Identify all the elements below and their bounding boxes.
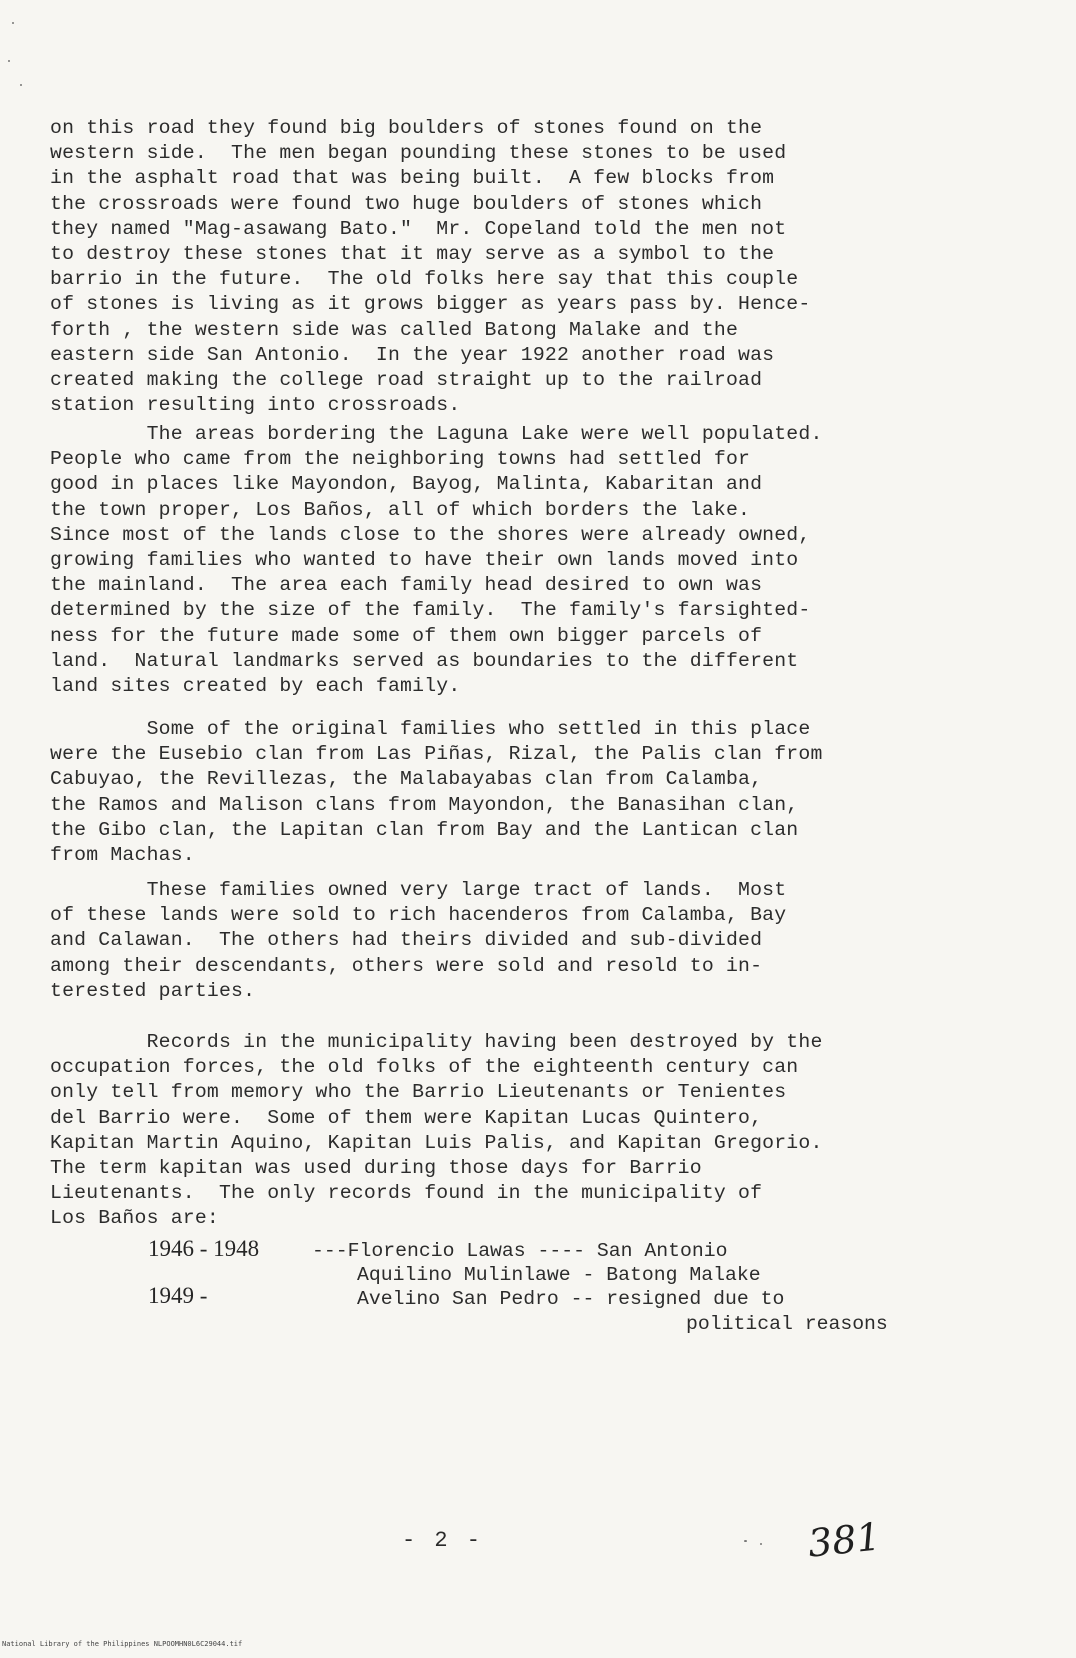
scan-speck (12, 22, 14, 24)
record-years-1946-1948: 1946 - 1948 (148, 1236, 260, 1261)
text-line: barrio in the future. The old folks here say that this couple (50, 268, 799, 291)
text-line: growing families who wanted to have their own lands moved into (50, 549, 799, 572)
text-line: Lieutenants. The only records found in the municipality of (50, 1182, 763, 1205)
text-line: Since most of the lands close to the shores were already owned, (50, 523, 811, 546)
text-line: only tell from memory who the Barrio Lieutenants or Tenientes (50, 1081, 787, 1104)
paragraph-3 (50, 717, 990, 868)
text-line: Records in the municipality having been destroyed by the (50, 1031, 823, 1053)
text-line: land. Natural landmarks served as boundaries to the different (50, 649, 799, 672)
text-line: the town proper, Los Baños, all of which borders the lake. (50, 498, 751, 521)
text-line: the Gibo clan, the Lapitan clan from Bay and the Lantican clan (50, 818, 799, 841)
text-line: Some of the original families who settled in this place (50, 718, 811, 740)
paragraph-5 (50, 1030, 990, 1232)
paragraph-2 (50, 422, 990, 699)
text-line: of stones is living as it grows bigger as years pass by. Hence- (50, 293, 811, 316)
text-line: Los Baños are: (50, 1207, 219, 1230)
text-line: land sites created by each family. (50, 675, 461, 698)
text-line: were the Eusebio clan from Las Piñas, Rizal, the Palis clan from (50, 743, 823, 766)
text-line: on this road they found big boulders of stones found on the (50, 117, 763, 139)
text-line: the Ramos and Malison clans from Mayondon, the Banasihan clan, (50, 793, 799, 816)
scan-speck (760, 1543, 762, 1545)
text-line: Kapitan Martin Aquino, Kapitan Luis Palis, and Kapitan Gregorio. (50, 1131, 823, 1154)
text-line: Cabuyao, the Revillezas, the Malabayabas clan from Calamba, (50, 768, 763, 791)
record-entry-avelino: Avelino San Pedro -- resigned due to (357, 1288, 785, 1310)
scan-speck (744, 1540, 747, 1542)
text-line: forth , the western side was called Batong Malake and the (50, 318, 739, 341)
record-years-1949: 1949 - (148, 1283, 208, 1308)
text-line: to destroy these stones that it may serve as a symbol to the (50, 243, 775, 266)
text-line: western side. The men began pounding these stones to be used (50, 142, 787, 165)
record-entry-reason: political reasons (686, 1313, 888, 1335)
scan-speck (8, 60, 10, 62)
text-line: ness for the future made some of them own bigger parcels of (50, 624, 763, 647)
scan-footer: National Library of the Philippines NLPOOMHN0L6C29044.tif (2, 1640, 243, 1648)
text-line: the crossroads were found two huge boulders of stones which (50, 192, 763, 215)
text-line: People who came from the neighboring towns had settled for (50, 448, 751, 471)
text-line: The areas bordering the Laguna Lake were well populated. (50, 423, 823, 445)
text-line: The term kapitan was used during those days for Barrio (50, 1157, 702, 1180)
text-line: created making the college road straight up to the railroad (50, 369, 763, 392)
page-number: - 2 - (402, 1528, 484, 1553)
text-line: they named "Mag-asawang Bato." Mr. Copeland told the men not (50, 217, 787, 240)
text-line: station resulting into crossroads. (50, 394, 461, 417)
text-line: eastern side San Antonio. In the year 1922 another road was (50, 343, 775, 366)
record-entry-aquilino: Aquilino Mulinlawe - Batong Malake (357, 1264, 761, 1286)
text-line: These families owned very large tract of lands. Most (50, 879, 787, 901)
text-line: from Machas. (50, 844, 195, 867)
text-line: terested parties. (50, 979, 256, 1002)
scan-speck (20, 84, 22, 86)
paragraph-1 (50, 116, 990, 418)
text-line: occupation forces, the old folks of the eighteenth century can (50, 1056, 799, 1079)
text-line: del Barrio were. Some of them were Kapitan Lucas Quintero, (50, 1106, 763, 1129)
record-entry-florencio: ---Florencio Lawas ---- San Antonio (312, 1240, 728, 1262)
handwritten-page-number: 381 (805, 1514, 883, 1566)
paragraph-4 (50, 878, 990, 1004)
text-line: of these lands were sold to rich hacenderos from Calamba, Bay (50, 904, 787, 927)
text-line: in the asphalt road that was being built. A few blocks from (50, 167, 775, 190)
text-line: the mainland. The area each family head desired to own was (50, 574, 763, 597)
text-line: and Calawan. The others had theirs divided and sub-divided (50, 929, 763, 952)
text-line: among their descendants, others were sold and resold to in- (50, 954, 763, 977)
text-line: determined by the size of the family. The family's farsighted- (50, 599, 811, 622)
text-line: good in places like Mayondon, Bayog, Malinta, Kabaritan and (50, 473, 763, 496)
